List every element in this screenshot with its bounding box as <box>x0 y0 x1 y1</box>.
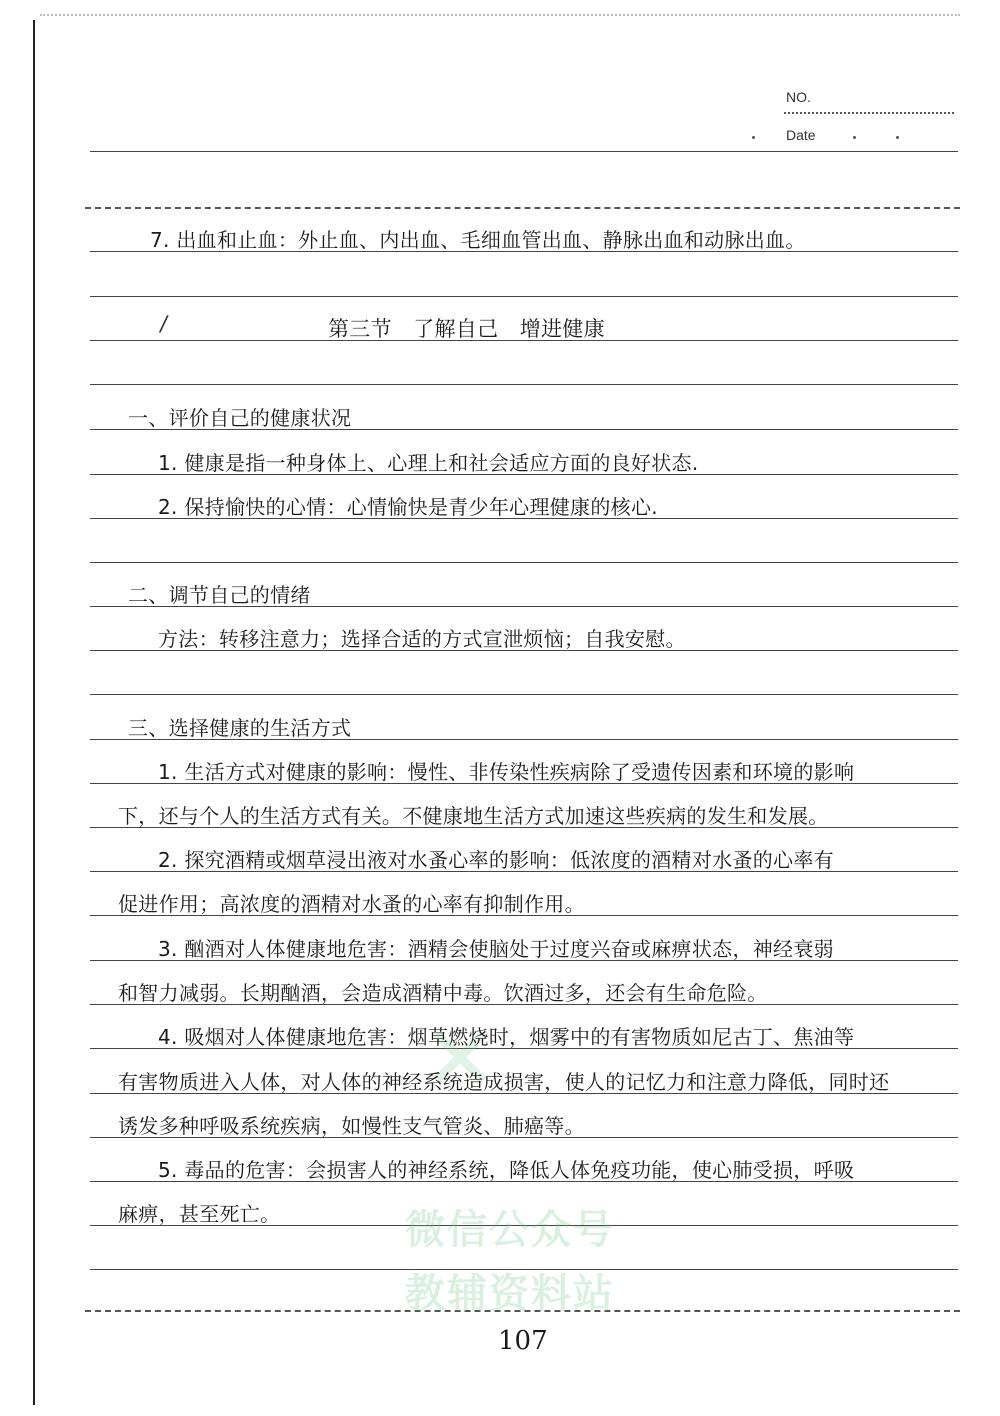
note-line: 3. 酗酒对人体健康地危害：酒精会使脑处于过度兴奋或麻痹状态，神经衰弱 <box>158 937 834 961</box>
note-line: 4. 吸烟对人体健康地危害：烟草燃烧时，烟雾中的有害物质如尼古丁、焦油等 <box>158 1025 855 1049</box>
heading-3: 三、选择健康的生活方式 <box>128 716 352 740</box>
handwritten-mark: / <box>158 311 170 338</box>
note-line: 1. 生活方式对健康的影响：慢性、非传染性疾病除了受遗传因素和环境的影响 <box>158 760 855 784</box>
note-line: 1. 健康是指一种身体上、心理上和社会适应方面的良好状态. <box>158 451 699 475</box>
date-dot <box>896 136 899 139</box>
left-margin-line <box>33 20 35 1405</box>
ruled-line <box>90 151 958 152</box>
date-dot <box>752 136 755 139</box>
ruled-line <box>90 562 958 563</box>
note-line: 促进作用；高浓度的酒精对水蚤的心率有抑制作用。 <box>118 892 585 916</box>
heading-1: 一、评价自己的健康状况 <box>128 406 352 430</box>
heading-2: 二、调节自己的情绪 <box>128 583 311 607</box>
section-title: 第三节 了解自己 增进健康 <box>328 317 605 341</box>
note-line: 麻痹，甚至死亡。 <box>118 1202 281 1226</box>
header-no-label: NO. <box>786 89 811 105</box>
header-date-label: Date <box>786 127 816 143</box>
page-number: 107 <box>498 1326 548 1356</box>
note-line: 2. 探究酒精或烟草浸出液对水蚤心率的影响：低浓度的酒精对水蚤的心率有 <box>158 848 834 872</box>
ruled-line-dashed <box>85 207 960 209</box>
note-line: 有害物质进入人体，对人体的神经系统造成损害，使人的记忆力和注意力降低，同时还 <box>118 1070 890 1094</box>
note-line: 下，还与个人的生活方式有关。不健康地生活方式加速这些疾病的发生和发展。 <box>118 804 829 828</box>
ruled-line <box>90 694 958 695</box>
note-line-7-bleeding: 7. 出血和止血：外止血、内出血、毛细血管出血、静脉出血和动脉出血。 <box>150 228 806 252</box>
watermark-text: 教辅资料站 <box>405 1271 615 1317</box>
header-no-dotted-line <box>784 112 954 114</box>
top-dotted-border <box>40 14 960 16</box>
note-line: 和智力减弱。长期酗酒，会造成酒精中毒。饮酒过多，还会有生命危险。 <box>118 981 768 1005</box>
watermark-logo-icon: ✕ <box>422 1007 498 1112</box>
ruled-line <box>90 296 958 297</box>
note-line: 诱发多种呼吸系统疾病，如慢性支气管炎、肺癌等。 <box>118 1114 585 1138</box>
date-dot <box>853 136 856 139</box>
note-line: 方法：转移注意力；选择合适的方式宣泄烦恼；自我安慰。 <box>158 627 686 651</box>
watermark-text: 微信公众号 <box>405 1207 615 1253</box>
ruled-line <box>90 384 958 385</box>
note-line: 5. 毒品的危害：会损害人的神经系统，降低人体免疫功能，使心肺受损，呼吸 <box>158 1158 855 1182</box>
note-line: 2. 保持愉快的心情：心情愉快是青少年心理健康的核心. <box>158 495 658 519</box>
